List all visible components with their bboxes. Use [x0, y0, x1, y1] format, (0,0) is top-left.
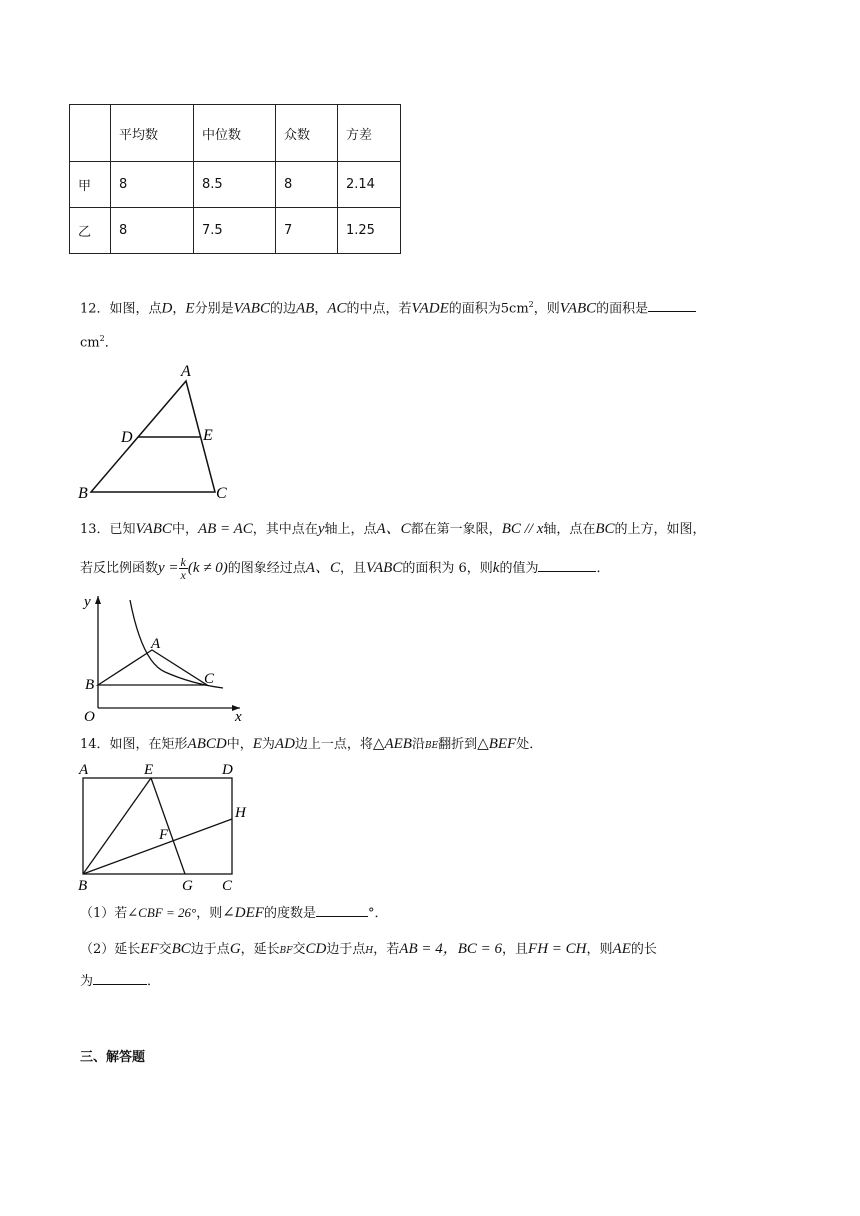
- text: ，其中点在: [252, 522, 318, 537]
- math: AB = AC: [197, 521, 253, 537]
- text: 中，: [226, 737, 253, 752]
- stats-table: [69, 104, 401, 254]
- math: VABC: [135, 521, 172, 537]
- math: △AEB: [372, 736, 412, 752]
- table-cell: 7.5: [194, 208, 276, 254]
- label-c: C: [204, 671, 215, 687]
- table-header-cell: 平均数: [111, 105, 194, 162]
- text: 的边: [269, 301, 296, 317]
- text: 13．已知: [80, 522, 136, 537]
- math: A、C: [305, 560, 340, 576]
- math: A、C: [376, 521, 411, 537]
- math: VADE: [411, 300, 449, 317]
- answer-blank[interactable]: [648, 299, 696, 312]
- text: ，: [314, 301, 328, 317]
- math: ∠CBF = 26°: [127, 905, 197, 920]
- text: 分别是: [194, 301, 234, 317]
- text: ，且: [339, 561, 366, 576]
- math: ∠DEF: [222, 905, 264, 921]
- math: AB: [296, 300, 315, 317]
- math: VABC: [559, 300, 597, 317]
- text: ，且: [502, 942, 529, 957]
- label-y: y: [84, 594, 91, 610]
- text: 14．如图，在矩形: [80, 737, 188, 752]
- math: VABC: [233, 300, 270, 317]
- segment-bh: [83, 819, 232, 874]
- label-a: A: [181, 363, 191, 380]
- math: BC: [595, 521, 615, 537]
- math: k: [492, 560, 500, 576]
- text: 若反比例函数: [80, 561, 159, 576]
- q14-line1: [80, 735, 542, 755]
- text: 的图象经过点: [227, 561, 306, 576]
- segment-eg: [151, 778, 185, 874]
- math: y =: [158, 560, 179, 576]
- math: CD: [305, 941, 327, 957]
- text: ，: [172, 301, 186, 317]
- text: （1）若: [80, 906, 128, 921]
- text: 的中点，若: [346, 301, 412, 317]
- label-f: F: [159, 827, 169, 843]
- math: H: [365, 946, 374, 956]
- table-cell: 8: [111, 162, 194, 208]
- triangle-abc: [98, 650, 207, 685]
- label-c: C: [222, 878, 233, 894]
- math: 2: [99, 334, 105, 343]
- answer-blank[interactable]: [538, 559, 596, 572]
- text: 都在第一象限，: [410, 522, 502, 537]
- math: 2: [528, 300, 534, 309]
- text: ，若: [373, 942, 400, 957]
- math: AD: [274, 736, 295, 752]
- answer-blank[interactable]: [93, 972, 147, 985]
- text: 交: [158, 942, 172, 957]
- table-header-row: [70, 105, 401, 162]
- text: 的上方，如图，: [614, 522, 706, 537]
- text: 中，: [171, 522, 198, 537]
- text: 为: [261, 737, 275, 752]
- label-h: H: [235, 805, 246, 821]
- text: 边于点: [326, 942, 366, 957]
- math: AB = 4，BC = 6: [399, 941, 503, 957]
- math: VABC: [365, 560, 403, 576]
- label-o: O: [84, 709, 95, 725]
- text: 轴，点在: [543, 522, 596, 537]
- label-e: E: [203, 427, 213, 444]
- math: BF: [279, 946, 293, 956]
- math: BC: [171, 941, 191, 957]
- text: 轴上，点: [324, 522, 377, 537]
- text: 边于点: [190, 942, 230, 957]
- table-cell: 8: [276, 162, 338, 208]
- label-a: A: [79, 762, 89, 778]
- math: EF: [140, 941, 159, 957]
- text: ，则: [533, 301, 560, 317]
- table-cell: 甲: [70, 162, 111, 208]
- table-cell: 乙: [70, 208, 111, 254]
- q12-line1: [80, 296, 696, 318]
- table-header-cell: 方差: [338, 105, 401, 162]
- q14-sub2-line2: [80, 972, 160, 991]
- math: △BEF: [477, 736, 517, 752]
- fraction-denominator: x: [180, 568, 186, 582]
- text: ，延长: [240, 942, 280, 957]
- math: D: [161, 300, 173, 317]
- text: ．: [596, 561, 610, 576]
- y-axis-arrow-icon: [95, 596, 101, 604]
- math: AC: [327, 300, 347, 317]
- math: y: [317, 521, 325, 537]
- q12-triangle-figure: [75, 360, 235, 502]
- fraction: [179, 556, 188, 581]
- q14-sub2-line1: [80, 940, 657, 960]
- math: AE: [612, 941, 631, 957]
- label-x: x: [235, 709, 242, 725]
- text: 沿: [411, 737, 425, 752]
- text: （2）延长: [80, 942, 141, 957]
- fraction-numerator: k: [180, 555, 186, 569]
- math: (k ≠ 0): [187, 560, 228, 576]
- q12-line2: [80, 330, 118, 352]
- text: 12．如图，点: [80, 301, 162, 317]
- table-row: [70, 208, 401, 254]
- text: 的面积为 6，则: [402, 561, 493, 576]
- label-a: A: [151, 636, 161, 652]
- table-cell: 8: [111, 208, 194, 254]
- label-b: B: [78, 878, 88, 894]
- text: 为: [80, 974, 94, 989]
- q13-coordinate-figure: [80, 590, 250, 725]
- text: ，则: [196, 906, 223, 921]
- q14-sub1: [80, 904, 387, 923]
- text: ．: [104, 335, 118, 351]
- table-header-cell: 中位数: [194, 105, 276, 162]
- math: E: [185, 300, 195, 317]
- table-cell: 1.25: [338, 208, 401, 254]
- label-d: D: [121, 429, 133, 446]
- table-header-cell: [70, 105, 111, 162]
- rectangle-abcd: [83, 778, 232, 874]
- answer-blank[interactable]: [316, 904, 368, 917]
- q13-line2: [80, 556, 609, 581]
- math: G: [229, 941, 241, 957]
- segment-be: [83, 778, 151, 874]
- label-b: B: [85, 677, 95, 693]
- text: °．: [367, 906, 388, 921]
- label-c: C: [216, 485, 227, 502]
- text: 的面积是: [596, 301, 649, 317]
- q13-line1: [80, 520, 706, 539]
- label-d: D: [222, 762, 233, 778]
- math: cm: [80, 335, 100, 351]
- math: 5cm: [500, 301, 529, 317]
- text: 的度数是: [263, 906, 316, 921]
- table-cell: 2.14: [338, 162, 401, 208]
- text: 处．: [516, 737, 543, 752]
- label-e: E: [144, 762, 154, 778]
- math: BE: [424, 741, 439, 751]
- text: 的面积为: [448, 301, 501, 317]
- text: 的长: [630, 942, 657, 957]
- label-g: G: [182, 878, 193, 894]
- text: 的值为: [499, 561, 539, 576]
- math: FH = CH: [528, 941, 587, 957]
- text: 交: [292, 942, 306, 957]
- table-row: [70, 162, 401, 208]
- math: E: [252, 736, 262, 752]
- q14-rectangle-figure: [75, 760, 260, 895]
- text: ．: [147, 974, 161, 989]
- table-header-cell: 众数: [276, 105, 338, 162]
- text: 边上一点，将: [294, 737, 373, 752]
- math: ABCD: [187, 736, 227, 752]
- table-cell: 7: [276, 208, 338, 254]
- label-b: B: [78, 485, 88, 502]
- math: BC // x: [501, 521, 544, 537]
- table-cell: 8.5: [194, 162, 276, 208]
- text: ，则: [586, 942, 613, 957]
- text: 翻折到: [438, 737, 478, 752]
- section-heading: 三、解答题: [80, 1050, 146, 1065]
